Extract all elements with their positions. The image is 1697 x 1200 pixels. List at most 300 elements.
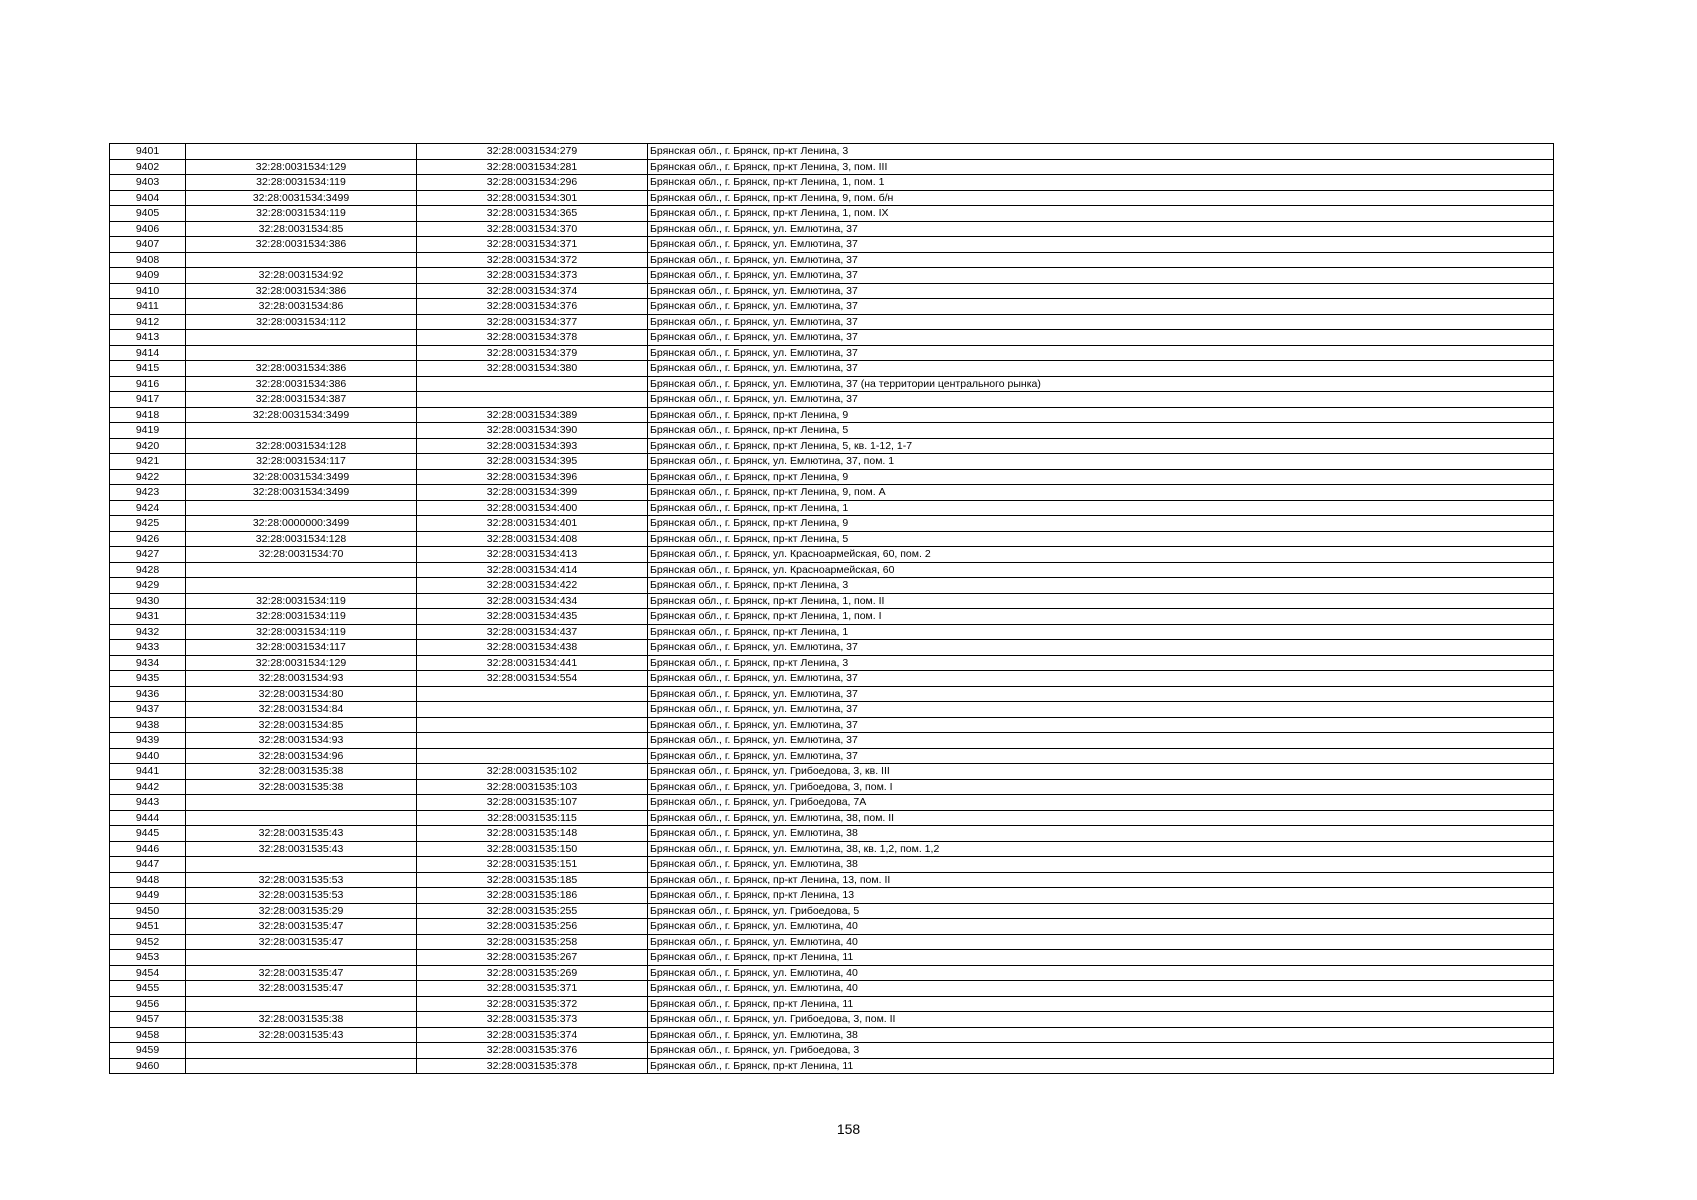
table-row (110, 671, 1554, 687)
registry-table (109, 143, 1554, 1074)
cadastral-number-cell: 32:28:0031534:374 (417, 283, 648, 299)
table-row (110, 268, 1554, 284)
cadastral-number-cell: 32:28:0031535:373 (417, 1012, 648, 1028)
table-row (110, 361, 1554, 377)
table-row (110, 1027, 1554, 1043)
row-number-cell: 9415 (110, 361, 186, 377)
table-row (110, 547, 1554, 563)
cadastral-number-cell: 32:28:0031534:422 (417, 578, 648, 594)
row-number-cell: 9422 (110, 469, 186, 485)
parent-cadastral-cell: 32:28:0031534:119 (186, 206, 417, 222)
cadastral-number-cell: 32:28:0031534:365 (417, 206, 648, 222)
cadastral-number-cell: 32:28:0031535:258 (417, 934, 648, 950)
parent-cadastral-cell: 32:28:0031534:92 (186, 268, 417, 284)
row-number-cell: 9428 (110, 562, 186, 578)
address-cell: Брянская обл., г. Брянск, ул. Емлютина, 37 (648, 748, 1554, 764)
address-cell: Брянская обл., г. Брянск, пр-кт Ленина, 3 (648, 578, 1554, 594)
table-row (110, 996, 1554, 1012)
parent-cadastral-cell (186, 500, 417, 516)
cadastral-number-cell: 32:28:0031535:102 (417, 764, 648, 780)
table-row (110, 562, 1554, 578)
cadastral-number-cell: 32:28:0031535:372 (417, 996, 648, 1012)
table-row (110, 733, 1554, 749)
address-cell: Брянская обл., г. Брянск, ул. Емлютина, 37 (648, 702, 1554, 718)
address-cell: Брянская обл., г. Брянск, пр-кт Ленина, 5 (648, 531, 1554, 547)
address-cell: Брянская обл., г. Брянск, ул. Красноармейская, 60, пом. 2 (648, 547, 1554, 563)
address-cell: Брянская обл., г. Брянск, ул. Емлютина, 37 (648, 283, 1554, 299)
table-row (110, 965, 1554, 981)
cadastral-number-cell: 32:28:0031534:393 (417, 438, 648, 454)
parent-cadastral-cell: 32:28:0031534:119 (186, 624, 417, 640)
address-cell: Брянская обл., г. Брянск, пр-кт Ленина, 1 (648, 500, 1554, 516)
cadastral-number-cell: 32:28:0031535:371 (417, 981, 648, 997)
row-number-cell: 9437 (110, 702, 186, 718)
parent-cadastral-cell: 32:28:0031534:128 (186, 438, 417, 454)
parent-cadastral-cell: 32:28:0031534:3499 (186, 485, 417, 501)
address-cell: Брянская обл., г. Брянск, пр-кт Ленина, 3 (648, 655, 1554, 671)
table-row (110, 190, 1554, 206)
address-cell: Брянская обл., г. Брянск, ул. Емлютина, 37 (648, 237, 1554, 253)
cadastral-number-cell: 32:28:0031535:186 (417, 888, 648, 904)
cadastral-number-cell: 32:28:0031534:401 (417, 516, 648, 532)
address-cell: Брянская обл., г. Брянск, ул. Емлютина, 40 (648, 965, 1554, 981)
address-cell: Брянская обл., г. Брянск, ул. Емлютина, 37 (648, 252, 1554, 268)
parent-cadastral-cell: 32:28:0031534:387 (186, 392, 417, 408)
table-row (110, 748, 1554, 764)
address-cell: Брянская обл., г. Брянск, ул. Емлютина, 37 (648, 686, 1554, 702)
parent-cadastral-cell (186, 144, 417, 160)
cadastral-number-cell: 32:28:0031534:378 (417, 330, 648, 346)
parent-cadastral-cell: 32:28:0031535:53 (186, 888, 417, 904)
parent-cadastral-cell: 32:28:0031534:117 (186, 454, 417, 470)
cadastral-number-cell: 32:28:0031534:434 (417, 593, 648, 609)
parent-cadastral-cell (186, 996, 417, 1012)
address-cell: Брянская обл., г. Брянск, ул. Грибоедова, 3, кв. III (648, 764, 1554, 780)
parent-cadastral-cell: 32:28:0031535:38 (186, 764, 417, 780)
address-cell: Брянская обл., г. Брянск, ул. Емлютина, 37 (648, 330, 1554, 346)
table-row (110, 888, 1554, 904)
address-cell: Брянская обл., г. Брянск, пр-кт Ленина, 9 (648, 516, 1554, 532)
address-cell: Брянская обл., г. Брянск, ул. Емлютина, 37 (648, 733, 1554, 749)
table-row (110, 454, 1554, 470)
parent-cadastral-cell: 32:28:0031535:53 (186, 872, 417, 888)
parent-cadastral-cell: 32:28:0031534:85 (186, 221, 417, 237)
table-row (110, 857, 1554, 873)
row-number-cell: 9433 (110, 640, 186, 656)
address-cell: Брянская обл., г. Брянск, пр-кт Ленина, 9, пом. б/н (648, 190, 1554, 206)
parent-cadastral-cell (186, 252, 417, 268)
table-row (110, 764, 1554, 780)
address-cell: Брянская обл., г. Брянск, ул. Емлютина, 37 (648, 717, 1554, 733)
registry-sheet (109, 143, 1553, 1074)
row-number-cell: 9429 (110, 578, 186, 594)
row-number-cell: 9426 (110, 531, 186, 547)
row-number-cell: 9424 (110, 500, 186, 516)
table-row (110, 500, 1554, 516)
cadastral-number-cell: 32:28:0031534:296 (417, 175, 648, 191)
row-number-cell: 9403 (110, 175, 186, 191)
row-number-cell: 9443 (110, 795, 186, 811)
table-row (110, 237, 1554, 253)
address-cell: Брянская обл., г. Брянск, ул. Грибоедова, 3, пом. I (648, 779, 1554, 795)
row-number-cell: 9434 (110, 655, 186, 671)
cadastral-number-cell: 32:28:0031535:374 (417, 1027, 648, 1043)
row-number-cell: 9412 (110, 314, 186, 330)
parent-cadastral-cell (186, 795, 417, 811)
address-cell: Брянская обл., г. Брянск, ул. Емлютина, 38 (648, 826, 1554, 842)
cadastral-number-cell: 32:28:0031534:437 (417, 624, 648, 640)
parent-cadastral-cell: 32:28:0031535:38 (186, 1012, 417, 1028)
parent-cadastral-cell: 32:28:0031534:86 (186, 299, 417, 315)
row-number-cell: 9427 (110, 547, 186, 563)
page-number: 158 (836, 1121, 861, 1137)
cadastral-number-cell: 32:28:0031534:408 (417, 531, 648, 547)
table-row (110, 423, 1554, 439)
address-cell: Брянская обл., г. Брянск, ул. Емлютина, 38, кв. 1,2, пом. 1,2 (648, 841, 1554, 857)
row-number-cell: 9416 (110, 376, 186, 392)
table-row (110, 872, 1554, 888)
parent-cadastral-cell: 32:28:0031535:43 (186, 841, 417, 857)
cadastral-number-cell: 32:28:0031534:301 (417, 190, 648, 206)
table-row (110, 919, 1554, 935)
table-row (110, 1012, 1554, 1028)
table-row (110, 438, 1554, 454)
address-cell: Брянская обл., г. Брянск, ул. Емлютина, 37 (648, 268, 1554, 284)
table-row (110, 640, 1554, 656)
address-cell: Брянская обл., г. Брянск, пр-кт Ленина, 13 (648, 888, 1554, 904)
table-row (110, 376, 1554, 392)
cadastral-number-cell (417, 376, 648, 392)
address-cell: Брянская обл., г. Брянск, ул. Емлютина, 37, пом. 1 (648, 454, 1554, 470)
cadastral-number-cell (417, 748, 648, 764)
row-number-cell: 9450 (110, 903, 186, 919)
row-number-cell: 9451 (110, 919, 186, 935)
cadastral-number-cell: 32:28:0031534:399 (417, 485, 648, 501)
table-row (110, 345, 1554, 361)
address-cell: Брянская обл., г. Брянск, пр-кт Ленина, 1, пом. I (648, 609, 1554, 625)
table-row (110, 144, 1554, 160)
parent-cadastral-cell: 32:28:0031534:3499 (186, 190, 417, 206)
row-number-cell: 9452 (110, 934, 186, 950)
table-row (110, 485, 1554, 501)
row-number-cell: 9421 (110, 454, 186, 470)
row-number-cell: 9413 (110, 330, 186, 346)
row-number-cell: 9425 (110, 516, 186, 532)
cadastral-number-cell: 32:28:0031535:185 (417, 872, 648, 888)
cadastral-number-cell: 32:28:0031535:115 (417, 810, 648, 826)
cadastral-number-cell: 32:28:0031535:267 (417, 950, 648, 966)
table-row (110, 314, 1554, 330)
table-row (110, 779, 1554, 795)
table-row (110, 206, 1554, 222)
row-number-cell: 9453 (110, 950, 186, 966)
parent-cadastral-cell: 32:28:0031534:3499 (186, 407, 417, 423)
parent-cadastral-cell (186, 1043, 417, 1059)
cadastral-number-cell: 32:28:0031534:279 (417, 144, 648, 160)
address-cell: Брянская обл., г. Брянск, пр-кт Ленина, 11 (648, 1058, 1554, 1074)
parent-cadastral-cell: 32:28:0031535:29 (186, 903, 417, 919)
address-cell: Брянская обл., г. Брянск, ул. Грибоедова, 5 (648, 903, 1554, 919)
table-row (110, 593, 1554, 609)
table-row (110, 826, 1554, 842)
parent-cadastral-cell (186, 330, 417, 346)
cadastral-number-cell: 32:28:0031534:379 (417, 345, 648, 361)
address-cell: Брянская обл., г. Брянск, ул. Емлютина, 37 (на территории центрального рынка) (648, 376, 1554, 392)
cadastral-number-cell: 32:28:0031534:281 (417, 159, 648, 175)
table-row (110, 516, 1554, 532)
parent-cadastral-cell (186, 345, 417, 361)
cadastral-number-cell: 32:28:0031534:389 (417, 407, 648, 423)
cadastral-number-cell (417, 717, 648, 733)
row-number-cell: 9458 (110, 1027, 186, 1043)
table-row (110, 531, 1554, 547)
row-number-cell: 9405 (110, 206, 186, 222)
row-number-cell: 9442 (110, 779, 186, 795)
row-number-cell: 9430 (110, 593, 186, 609)
row-number-cell: 9436 (110, 686, 186, 702)
table-row (110, 624, 1554, 640)
address-cell: Брянская обл., г. Брянск, ул. Емлютина, 38 (648, 1027, 1554, 1043)
row-number-cell: 9460 (110, 1058, 186, 1074)
address-cell: Брянская обл., г. Брянск, пр-кт Ленина, 1, пом. 1 (648, 175, 1554, 191)
row-number-cell: 9444 (110, 810, 186, 826)
cadastral-number-cell: 32:28:0031535:269 (417, 965, 648, 981)
parent-cadastral-cell: 32:28:0031535:47 (186, 965, 417, 981)
parent-cadastral-cell: 32:28:0031535:43 (186, 826, 417, 842)
address-cell: Брянская обл., г. Брянск, ул. Емлютина, 40 (648, 981, 1554, 997)
registry-table-body (110, 144, 1554, 1074)
parent-cadastral-cell: 32:28:0031534:93 (186, 671, 417, 687)
table-row (110, 407, 1554, 423)
address-cell: Брянская обл., г. Брянск, пр-кт Ленина, 11 (648, 950, 1554, 966)
row-number-cell: 9455 (110, 981, 186, 997)
cadastral-number-cell: 32:28:0031534:390 (417, 423, 648, 439)
address-cell: Брянская обл., г. Брянск, пр-кт Ленина, 13, пом. II (648, 872, 1554, 888)
address-cell: Брянская обл., г. Брянск, ул. Емлютина, 37 (648, 392, 1554, 408)
address-cell: Брянская обл., г. Брянск, пр-кт Ленина, 1, пом. II (648, 593, 1554, 609)
row-number-cell: 9414 (110, 345, 186, 361)
cadastral-number-cell: 32:28:0031535:376 (417, 1043, 648, 1059)
table-row (110, 1058, 1554, 1074)
row-number-cell: 9431 (110, 609, 186, 625)
cadastral-number-cell: 32:28:0031534:438 (417, 640, 648, 656)
table-row (110, 159, 1554, 175)
parent-cadastral-cell (186, 810, 417, 826)
row-number-cell: 9423 (110, 485, 186, 501)
address-cell: Брянская обл., г. Брянск, ул. Грибоедова, 3, пом. II (648, 1012, 1554, 1028)
table-row (110, 810, 1554, 826)
parent-cadastral-cell: 32:28:0031534:129 (186, 655, 417, 671)
parent-cadastral-cell: 32:28:0031535:47 (186, 919, 417, 935)
table-row (110, 609, 1554, 625)
cadastral-number-cell: 32:28:0031535:256 (417, 919, 648, 935)
row-number-cell: 9449 (110, 888, 186, 904)
cadastral-number-cell: 32:28:0031534:370 (417, 221, 648, 237)
address-cell: Брянская обл., г. Брянск, пр-кт Ленина, 1, пом. IX (648, 206, 1554, 222)
parent-cadastral-cell (186, 857, 417, 873)
row-number-cell: 9409 (110, 268, 186, 284)
table-row (110, 392, 1554, 408)
parent-cadastral-cell (186, 950, 417, 966)
table-row (110, 299, 1554, 315)
parent-cadastral-cell: 32:28:0031535:38 (186, 779, 417, 795)
table-row (110, 903, 1554, 919)
table-row (110, 655, 1554, 671)
cadastral-number-cell: 32:28:0031535:378 (417, 1058, 648, 1074)
parent-cadastral-cell (186, 578, 417, 594)
cadastral-number-cell: 32:28:0031534:371 (417, 237, 648, 253)
table-row (110, 717, 1554, 733)
parent-cadastral-cell: 32:28:0031534:119 (186, 593, 417, 609)
table-row (110, 221, 1554, 237)
parent-cadastral-cell (186, 1058, 417, 1074)
cadastral-number-cell: 32:28:0031534:395 (417, 454, 648, 470)
parent-cadastral-cell: 32:28:0031534:70 (186, 547, 417, 563)
cadastral-number-cell: 32:28:0031534:414 (417, 562, 648, 578)
address-cell: Брянская обл., г. Брянск, пр-кт Ленина, 9 (648, 407, 1554, 423)
row-number-cell: 9446 (110, 841, 186, 857)
cadastral-number-cell: 32:28:0031534:435 (417, 609, 648, 625)
cadastral-number-cell: 32:28:0031534:396 (417, 469, 648, 485)
row-number-cell: 9419 (110, 423, 186, 439)
address-cell: Брянская обл., г. Брянск, ул. Емлютина, 38, пом. II (648, 810, 1554, 826)
table-row (110, 950, 1554, 966)
cadastral-number-cell: 32:28:0031535:148 (417, 826, 648, 842)
parent-cadastral-cell: 32:28:0031534:386 (186, 237, 417, 253)
table-row (110, 702, 1554, 718)
table-row (110, 330, 1554, 346)
address-cell: Брянская обл., г. Брянск, ул. Грибоедова, 7А (648, 795, 1554, 811)
cadastral-number-cell: 32:28:0031534:372 (417, 252, 648, 268)
row-number-cell: 9411 (110, 299, 186, 315)
table-row (110, 1043, 1554, 1059)
parent-cadastral-cell (186, 423, 417, 439)
parent-cadastral-cell: 32:28:0031534:117 (186, 640, 417, 656)
row-number-cell: 9457 (110, 1012, 186, 1028)
parent-cadastral-cell: 32:28:0031534:3499 (186, 469, 417, 485)
address-cell: Брянская обл., г. Брянск, пр-кт Ленина, 1 (648, 624, 1554, 640)
row-number-cell: 9408 (110, 252, 186, 268)
row-number-cell: 9417 (110, 392, 186, 408)
address-cell: Брянская обл., г. Брянск, ул. Емлютина, 37 (648, 345, 1554, 361)
table-row (110, 981, 1554, 997)
row-number-cell: 9445 (110, 826, 186, 842)
address-cell: Брянская обл., г. Брянск, пр-кт Ленина, 9, пом. А (648, 485, 1554, 501)
address-cell: Брянская обл., г. Брянск, ул. Емлютина, 37 (648, 299, 1554, 315)
row-number-cell: 9438 (110, 717, 186, 733)
address-cell: Брянская обл., г. Брянск, пр-кт Ленина, 11 (648, 996, 1554, 1012)
parent-cadastral-cell: 32:28:0031534:96 (186, 748, 417, 764)
address-cell: Брянская обл., г. Брянск, пр-кт Ленина, 9 (648, 469, 1554, 485)
table-row (110, 841, 1554, 857)
address-cell: Брянская обл., г. Брянск, ул. Емлютина, 37 (648, 221, 1554, 237)
table-row (110, 934, 1554, 950)
row-number-cell: 9456 (110, 996, 186, 1012)
row-number-cell: 9454 (110, 965, 186, 981)
address-cell: Брянская обл., г. Брянск, пр-кт Ленина, 3, пом. III (648, 159, 1554, 175)
parent-cadastral-cell: 32:28:0031534:128 (186, 531, 417, 547)
table-row (110, 686, 1554, 702)
table-row (110, 795, 1554, 811)
address-cell: Брянская обл., г. Брянск, ул. Грибоедова, 3 (648, 1043, 1554, 1059)
cadastral-number-cell: 32:28:0031534:554 (417, 671, 648, 687)
parent-cadastral-cell: 32:28:0031534:80 (186, 686, 417, 702)
cadastral-number-cell (417, 702, 648, 718)
table-row (110, 578, 1554, 594)
address-cell: Брянская обл., г. Брянск, ул. Емлютина, 37 (648, 314, 1554, 330)
address-cell: Брянская обл., г. Брянск, пр-кт Ленина, 5, кв. 1-12, 1-7 (648, 438, 1554, 454)
parent-cadastral-cell (186, 562, 417, 578)
address-cell: Брянская обл., г. Брянск, ул. Емлютина, 40 (648, 919, 1554, 935)
address-cell: Брянская обл., г. Брянск, ул. Емлютина, 37 (648, 671, 1554, 687)
parent-cadastral-cell: 32:28:0031534:386 (186, 283, 417, 299)
row-number-cell: 9448 (110, 872, 186, 888)
cadastral-number-cell (417, 733, 648, 749)
row-number-cell: 9410 (110, 283, 186, 299)
parent-cadastral-cell: 32:28:0031534:119 (186, 609, 417, 625)
address-cell: Брянская обл., г. Брянск, пр-кт Ленина, 3 (648, 144, 1554, 160)
cadastral-number-cell: 32:28:0031534:413 (417, 547, 648, 563)
cadastral-number-cell: 32:28:0031534:373 (417, 268, 648, 284)
row-number-cell: 9435 (110, 671, 186, 687)
parent-cadastral-cell: 32:28:0031535:43 (186, 1027, 417, 1043)
row-number-cell: 9439 (110, 733, 186, 749)
address-cell: Брянская обл., г. Брянск, пр-кт Ленина, 5 (648, 423, 1554, 439)
row-number-cell: 9404 (110, 190, 186, 206)
address-cell: Брянская обл., г. Брянск, ул. Емлютина, 40 (648, 934, 1554, 950)
cadastral-number-cell: 32:28:0031534:376 (417, 299, 648, 315)
cadastral-number-cell: 32:28:0031535:107 (417, 795, 648, 811)
row-number-cell: 9401 (110, 144, 186, 160)
cadastral-number-cell: 32:28:0031535:255 (417, 903, 648, 919)
cadastral-number-cell: 32:28:0031535:150 (417, 841, 648, 857)
address-cell: Брянская обл., г. Брянск, ул. Красноармейская, 60 (648, 562, 1554, 578)
address-cell: Брянская обл., г. Брянск, ул. Емлютина, 37 (648, 361, 1554, 377)
row-number-cell: 9407 (110, 237, 186, 253)
row-number-cell: 9402 (110, 159, 186, 175)
address-cell: Брянская обл., г. Брянск, ул. Емлютина, 37 (648, 640, 1554, 656)
cadastral-number-cell: 32:28:0031535:103 (417, 779, 648, 795)
row-number-cell: 9441 (110, 764, 186, 780)
row-number-cell: 9432 (110, 624, 186, 640)
row-number-cell: 9420 (110, 438, 186, 454)
row-number-cell: 9447 (110, 857, 186, 873)
table-row (110, 175, 1554, 191)
cadastral-number-cell: 32:28:0031534:441 (417, 655, 648, 671)
table-row (110, 252, 1554, 268)
address-cell: Брянская обл., г. Брянск, ул. Емлютина, 38 (648, 857, 1554, 873)
parent-cadastral-cell: 32:28:0031534:119 (186, 175, 417, 191)
parent-cadastral-cell: 32:28:0000000:3499 (186, 516, 417, 532)
cadastral-number-cell (417, 686, 648, 702)
cadastral-number-cell: 32:28:0031534:377 (417, 314, 648, 330)
parent-cadastral-cell: 32:28:0031534:85 (186, 717, 417, 733)
parent-cadastral-cell: 32:28:0031534:93 (186, 733, 417, 749)
parent-cadastral-cell: 32:28:0031535:47 (186, 981, 417, 997)
cadastral-number-cell: 32:28:0031535:151 (417, 857, 648, 873)
cadastral-number-cell (417, 392, 648, 408)
row-number-cell: 9418 (110, 407, 186, 423)
table-row (110, 283, 1554, 299)
table-row (110, 469, 1554, 485)
parent-cadastral-cell: 32:28:0031534:386 (186, 361, 417, 377)
cadastral-number-cell: 32:28:0031534:400 (417, 500, 648, 516)
row-number-cell: 9406 (110, 221, 186, 237)
cadastral-number-cell: 32:28:0031534:380 (417, 361, 648, 377)
parent-cadastral-cell: 32:28:0031534:84 (186, 702, 417, 718)
parent-cadastral-cell: 32:28:0031534:386 (186, 376, 417, 392)
parent-cadastral-cell: 32:28:0031534:112 (186, 314, 417, 330)
